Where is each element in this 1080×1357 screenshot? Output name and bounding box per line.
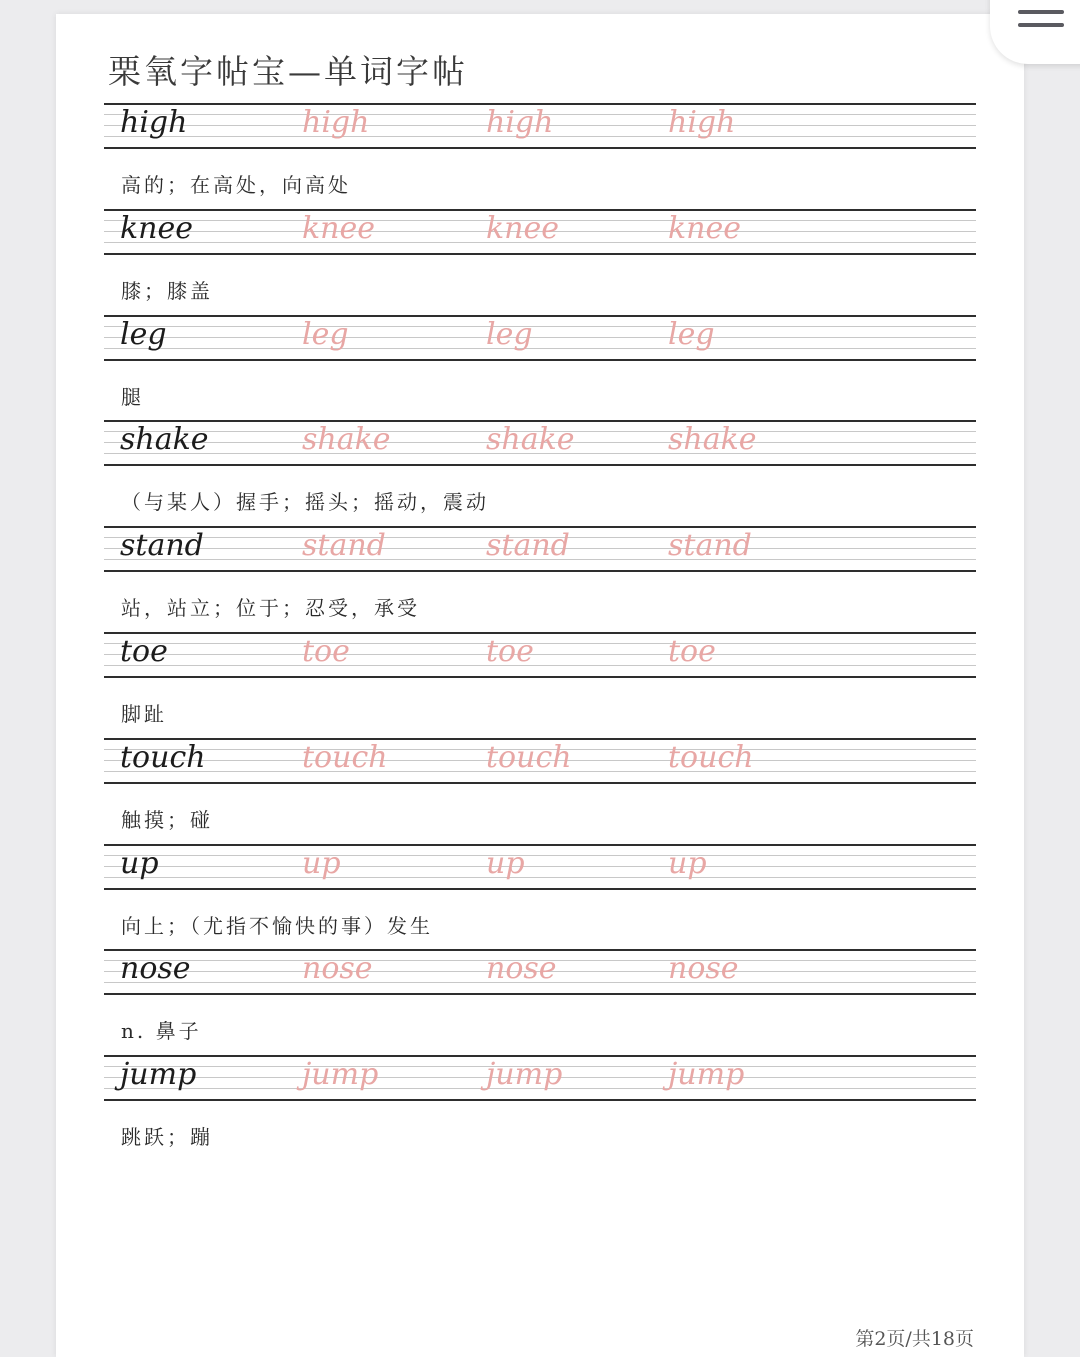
word-trace: jump <box>302 1057 379 1092</box>
word-trace: shake <box>668 422 757 457</box>
word-entry <box>104 420 976 526</box>
word-entry <box>104 315 976 421</box>
word-entry <box>104 844 976 950</box>
word-trace: nose <box>486 951 557 986</box>
word-trace: leg <box>668 317 715 352</box>
word-trace: toe <box>302 634 350 669</box>
word-meaning: 脚趾 <box>121 702 167 726</box>
word-meaning: 站，站立；位于；忍受，承受 <box>121 596 420 620</box>
word-model: shake <box>120 422 209 457</box>
word-meaning: 膝；膝盖 <box>121 279 213 303</box>
word-model: up <box>120 846 159 881</box>
word-model: jump <box>120 1057 197 1092</box>
word-trace: stand <box>302 528 386 563</box>
word-trace: touch <box>668 740 754 775</box>
page-indicator: 第2页/共18页 <box>855 1328 974 1350</box>
word-trace: knee <box>486 211 560 246</box>
word-trace: high <box>302 105 370 140</box>
word-trace: nose <box>302 951 373 986</box>
word-entry <box>104 949 976 1055</box>
writing-lines <box>104 844 976 890</box>
menu-icon-bar <box>1018 23 1064 27</box>
word-trace: up <box>486 846 525 881</box>
word-trace: high <box>668 105 736 140</box>
word-trace: leg <box>486 317 533 352</box>
word-entry <box>104 1055 976 1161</box>
word-trace: shake <box>486 422 575 457</box>
word-trace: toe <box>486 634 534 669</box>
word-trace: toe <box>668 634 716 669</box>
word-meaning: 高的；在高处，向高处 <box>121 173 351 197</box>
word-meaning: （与某人）握手；摇头；摇动，震动 <box>121 490 489 514</box>
word-trace: touch <box>302 740 388 775</box>
word-model: knee <box>120 211 194 246</box>
word-meaning: 腿 <box>121 385 144 409</box>
word-trace: stand <box>668 528 752 563</box>
writing-lines <box>104 632 976 678</box>
word-model: high <box>120 105 188 140</box>
word-model: nose <box>120 951 191 986</box>
word-entry <box>104 526 976 632</box>
word-trace: up <box>668 846 707 881</box>
word-model: leg <box>120 317 167 352</box>
word-trace: jump <box>486 1057 563 1092</box>
word-model: touch <box>120 740 206 775</box>
word-meaning: 触摸；碰 <box>121 808 213 832</box>
page-title: 栗氧字帖宝—单词字帖 <box>108 52 468 91</box>
word-trace: jump <box>668 1057 745 1092</box>
word-entry <box>104 209 976 315</box>
word-trace: up <box>302 846 341 881</box>
word-meaning: n. 鼻子 <box>121 1019 202 1043</box>
menu-icon <box>1018 10 1064 14</box>
word-trace: knee <box>302 211 376 246</box>
word-entry <box>104 103 976 209</box>
writing-lines <box>104 315 976 361</box>
word-trace: high <box>486 105 554 140</box>
word-meaning: 跳跃；蹦 <box>121 1125 213 1149</box>
word-trace: touch <box>486 740 572 775</box>
word-trace: shake <box>302 422 391 457</box>
word-trace: stand <box>486 528 570 563</box>
menu-button[interactable] <box>990 0 1080 64</box>
word-trace: nose <box>668 951 739 986</box>
word-entry <box>104 738 976 844</box>
word-trace: leg <box>302 317 349 352</box>
word-model: toe <box>120 634 168 669</box>
word-entry <box>104 632 976 738</box>
word-meaning: 向上；（尤指不愉快的事）发生 <box>121 914 433 938</box>
word-trace: knee <box>668 211 742 246</box>
word-model: stand <box>120 528 204 563</box>
